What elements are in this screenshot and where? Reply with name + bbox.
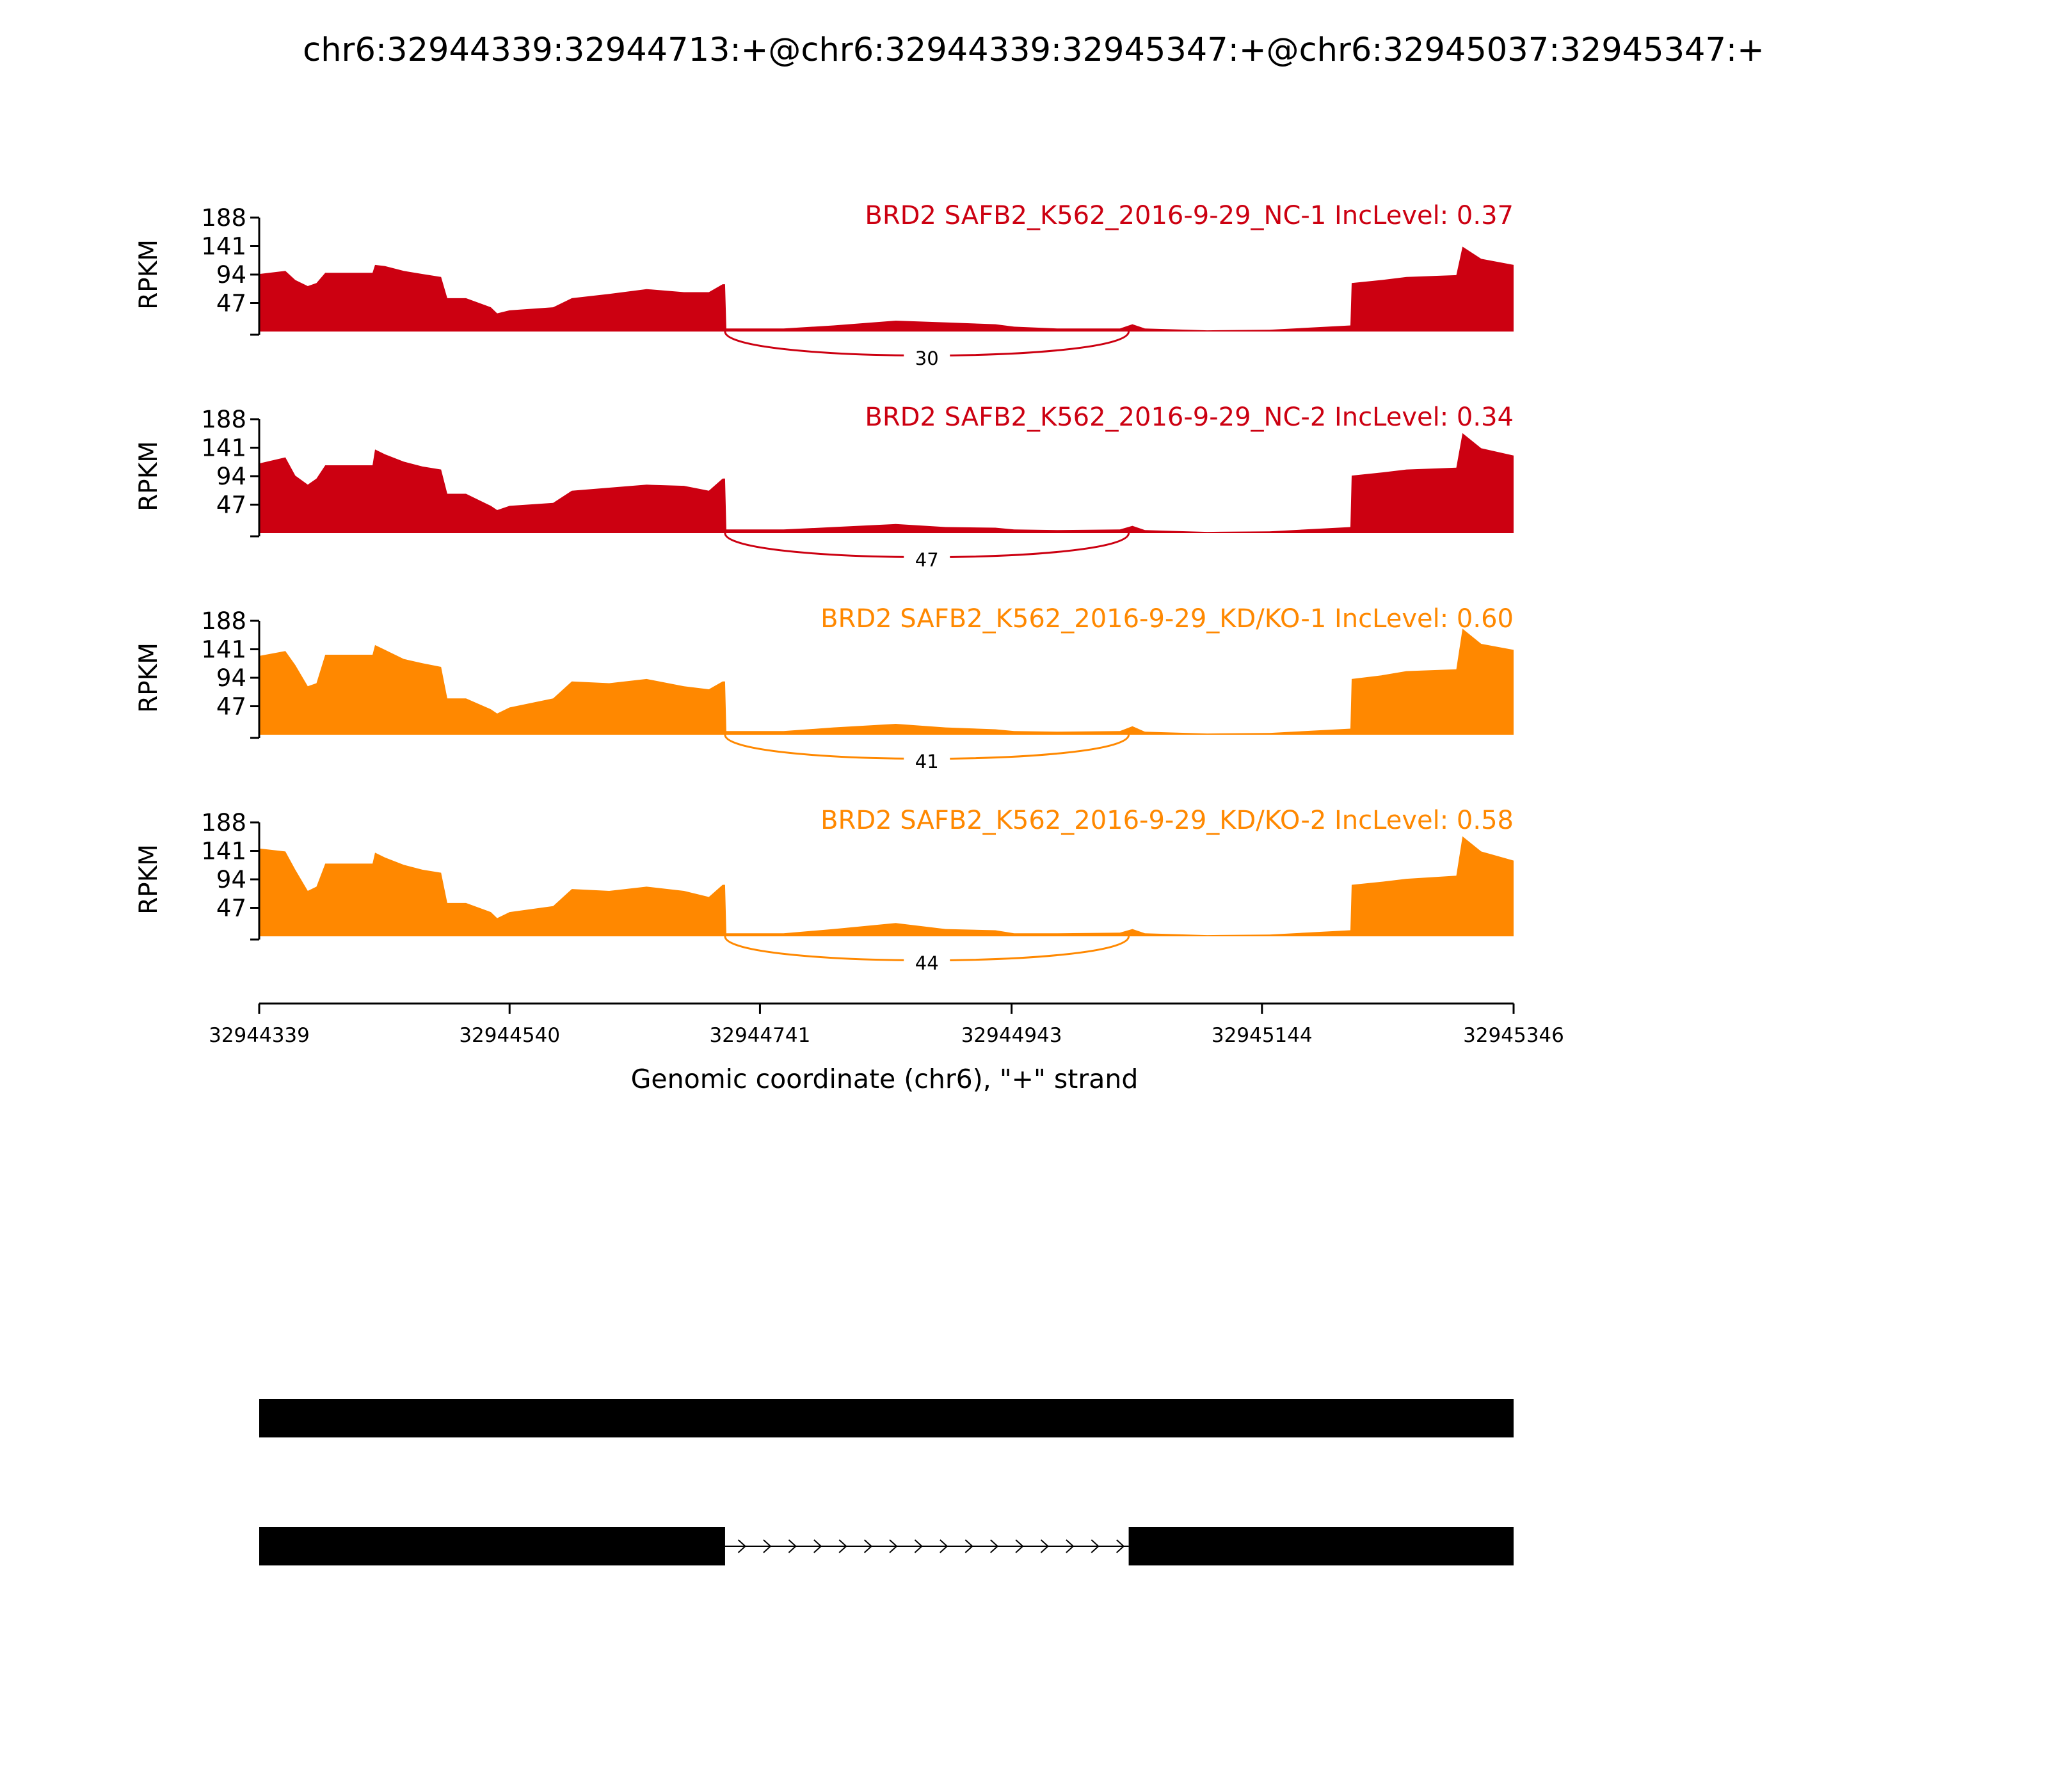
y-axis-label: RPKM <box>134 643 163 713</box>
isoform-tracks <box>259 1399 1514 1565</box>
y-axis-label: RPKM <box>134 844 163 915</box>
x-tick-label: 32944540 <box>459 1024 561 1047</box>
x-axis-label: Genomic coordinate (chr6), "+" strand <box>630 1064 1139 1094</box>
coverage-area <box>259 433 1514 533</box>
exon-block <box>1129 1527 1514 1565</box>
coverage-panel <box>134 604 1514 772</box>
y-tick-label: 94 <box>216 261 246 289</box>
coverage-area <box>259 246 1514 332</box>
y-tick-label: 47 <box>216 894 246 922</box>
x-tick-label: 32944741 <box>709 1024 811 1047</box>
exon-block <box>259 1527 725 1565</box>
y-tick-label: 141 <box>201 636 246 664</box>
coverage-area <box>259 628 1514 735</box>
y-tick-label: 188 <box>201 406 246 433</box>
y-axis-label: RPKM <box>134 441 163 511</box>
coverage-panels <box>134 201 1514 974</box>
isoform-track <box>259 1527 1514 1565</box>
y-tick-label: 94 <box>216 866 246 893</box>
y-tick-label: 188 <box>201 809 246 836</box>
y-tick-label: 94 <box>216 664 246 692</box>
y-tick-label: 188 <box>201 204 246 232</box>
coverage-area <box>259 836 1514 936</box>
junction-count: 30 <box>915 348 939 369</box>
sample-label: BRD2 SAFB2_K562_2016-9-29_NC-2 IncLevel: 0.34 <box>865 403 1514 432</box>
sample-label: BRD2 SAFB2_K562_2016-9-29_KD/KO-1 IncLevel: 0.60 <box>820 604 1514 634</box>
junction-count: 41 <box>915 751 939 772</box>
y-tick-label: 47 <box>216 289 246 317</box>
y-tick-label: 141 <box>201 232 246 260</box>
junction-count: 44 <box>915 952 939 974</box>
x-tick-label: 32944339 <box>209 1024 310 1047</box>
x-tick-label: 32945144 <box>1211 1024 1313 1047</box>
y-tick-label: 47 <box>216 491 246 519</box>
figure-title: chr6:32944339:32944713:+@chr6:32944339:32945347:+@chr6:32945037:32945347:+ <box>303 31 1764 69</box>
sample-label: BRD2 SAFB2_K562_2016-9-29_NC-1 IncLevel: 0.37 <box>865 201 1514 230</box>
coverage-panel <box>134 403 1514 571</box>
x-tick-label: 32945346 <box>1463 1024 1564 1047</box>
y-tick-label: 188 <box>201 607 246 635</box>
coverage-panel <box>134 806 1514 974</box>
isoform-track <box>259 1399 1514 1437</box>
y-tick-label: 141 <box>201 434 246 462</box>
exon-block <box>259 1399 1514 1437</box>
coverage-panel <box>134 201 1514 369</box>
sample-label: BRD2 SAFB2_K562_2016-9-29_KD/KO-2 IncLevel: 0.58 <box>820 806 1514 835</box>
y-axis-label: RPKM <box>134 239 163 310</box>
x-axis <box>209 1004 1564 1047</box>
x-tick-label: 32944943 <box>961 1024 1062 1047</box>
y-tick-label: 94 <box>216 463 246 490</box>
y-tick-label: 47 <box>216 692 246 721</box>
junction-count: 47 <box>915 549 939 571</box>
y-tick-label: 141 <box>201 837 246 865</box>
